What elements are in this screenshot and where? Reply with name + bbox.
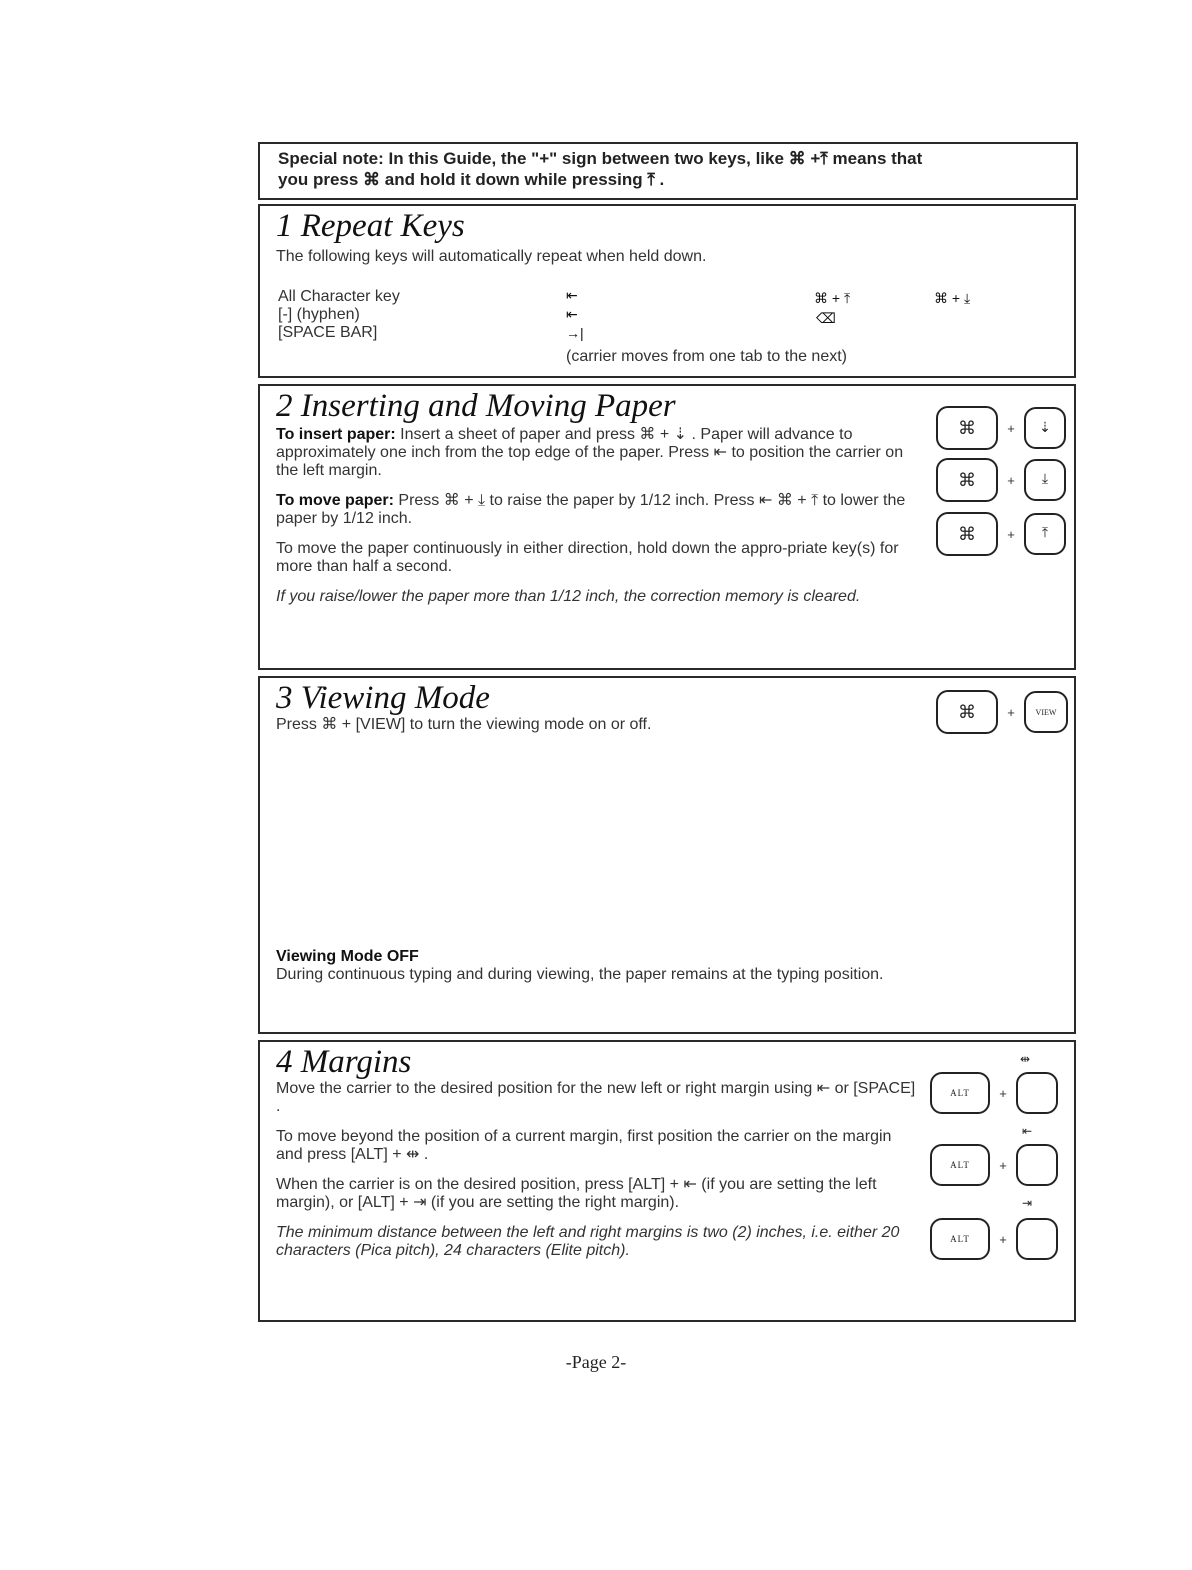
plus-sign: +: [999, 1231, 1007, 1247]
repeat-key-list: [278, 288, 400, 342]
blank-key-icon: [1016, 1218, 1058, 1260]
section-repeat-keys: [258, 204, 1076, 378]
plus-sign: +: [999, 1085, 1007, 1101]
move-paper-paragraph: [276, 492, 906, 528]
right-margin-icon: ⇥: [1022, 1196, 1033, 1210]
plus-sign: +: [1007, 704, 1015, 720]
continuous-move-text: To move the paper continuously in either direction, hold down the appro-priate key(s) for more than half a second.: [276, 540, 899, 575]
code-key-icon: ⌘: [936, 458, 998, 502]
plus-sign: +: [1007, 472, 1015, 488]
key-combo-right-margin: [930, 1196, 1058, 1260]
left-margin-key: [1016, 1124, 1058, 1186]
insert-paper-label: To insert paper:: [276, 426, 396, 443]
key-combo-raise: [936, 458, 1066, 502]
code-key-icon: ⌘: [936, 690, 998, 734]
correction-memory-warning: If you raise/lower the paper more than 1/12 inch, the correction memory is cleared.: [276, 588, 861, 605]
key-combo-lower: [936, 512, 1066, 556]
special-note-line-2: you press ⌘ and hold it down while pressing ⤒ .: [278, 170, 665, 189]
section-margins: [258, 1040, 1076, 1322]
section-1-title: 1 Repeat Keys: [276, 208, 465, 244]
blank-key-icon: [1016, 1072, 1058, 1114]
margins-paragraph-2: To move beyond the position of a current margin, first position the carrier on the margin and press [ALT] + ⇹ .: [276, 1128, 892, 1163]
section-inserting-paper: [258, 384, 1076, 670]
code-plus-down-icon: ⌘ + ⤓: [934, 290, 971, 306]
key-combo-view: [936, 690, 1068, 734]
tab-arrow-icon: →|: [566, 325, 584, 341]
special-note-box: [258, 142, 1078, 200]
tab-note: (carrier moves from one tab to the next): [566, 348, 847, 365]
view-key-icon: VIEW: [1024, 691, 1068, 733]
combo-code-down: [934, 290, 970, 308]
blank-key-icon: [1016, 1144, 1058, 1186]
right-margin-key: [1016, 1196, 1058, 1260]
paper-down-key-icon: ⤓: [1024, 459, 1066, 501]
repeat-key-item: All Character key: [278, 288, 400, 305]
backspace-return-icon: ⇤: [566, 287, 578, 303]
backspace-icon: ⌫: [816, 310, 836, 326]
section-2-title: 2 Inserting and Moving Paper: [276, 388, 676, 424]
code-plus-up-icon: ⌘ + ⤒: [814, 290, 851, 306]
alt-key-icon: ALT: [930, 1218, 990, 1260]
viewing-mode-off-block: [276, 948, 906, 984]
page-number: -Page 2-: [565, 1352, 627, 1372]
viewing-mode-off-label: Viewing Mode OFF: [276, 948, 419, 965]
paper-up-key-icon: ⤒: [1024, 513, 1066, 555]
repeat-key-item: [-] (hyphen): [278, 306, 360, 323]
alt-key-icon: ALT: [930, 1144, 990, 1186]
section-1-intro: The following keys will automatically repeat when held down.: [276, 248, 707, 265]
viewing-mode-off-text: During continuous typing and during viewing, the paper remains at the typing position.: [276, 966, 884, 983]
insert-paper-text: Insert a sheet of paper and press ⌘ + ⇣ . Paper will advance to approximately one inch from the top edge of the paper. Press ⇤ to position the carrier on the left margin.: [276, 426, 904, 479]
key-combo-insert: [936, 406, 1066, 450]
section-viewing-mode: [258, 676, 1076, 1034]
special-note-line-1: Special note: In this Guide, the "+" sign between two keys, like ⌘ +⤒ means that: [278, 149, 923, 168]
margins-minimum-note: The minimum distance between the left and right margins is two (2) inches, i.e. either 20 characters (Pica pitch), 24 characters (Elite pitch).: [276, 1224, 900, 1259]
move-paper-label: To move paper:: [276, 492, 394, 509]
alt-key-icon: ALT: [930, 1072, 990, 1114]
key-combo-margin-release: [930, 1052, 1058, 1114]
plus-sign: +: [999, 1157, 1007, 1173]
margins-paragraph-1: Move the carrier to the desired position for the new left or right margin using ⇤ or [SPACE] .: [276, 1080, 916, 1115]
section-4-title: 4 Margins: [276, 1044, 412, 1080]
section-3-title: 3 Viewing Mode: [276, 680, 490, 716]
backspace-key: [816, 310, 836, 328]
plus-sign: +: [1007, 526, 1015, 542]
key-combo-left-margin: [930, 1124, 1058, 1186]
code-key-icon: ⌘: [936, 406, 998, 450]
move-paper-text: Press ⌘ + ⤓ to raise the paper by 1/12 inch. Press ⇤ ⌘ + ⤒ to lower the paper by 1/12 inch.: [276, 492, 906, 527]
margins-paragraph-3: When the carrier is on the desired position, press [ALT] + ⇤ (if you are setting the left margin), or [ALT] + ⇥ (if you are setting the right margin).: [276, 1176, 877, 1211]
code-key-icon: ⌘: [936, 512, 998, 556]
combo-code-up: [814, 290, 850, 308]
margin-release-key: [1016, 1052, 1058, 1114]
plus-sign: +: [1007, 420, 1015, 436]
margin-release-icon: ⇹: [1020, 1052, 1031, 1066]
backspace-return-icon: ⇤: [566, 306, 578, 322]
viewing-mode-text: Press ⌘ + [VIEW] to turn the viewing mode on or off.: [276, 716, 652, 733]
insert-paper-paragraph: [276, 426, 906, 480]
left-margin-icon: ⇤: [1022, 1124, 1033, 1138]
repeat-key-symbols: [566, 286, 584, 343]
repeat-key-item: [SPACE BAR]: [278, 324, 378, 341]
paper-insert-key-icon: ⇣: [1024, 407, 1066, 449]
